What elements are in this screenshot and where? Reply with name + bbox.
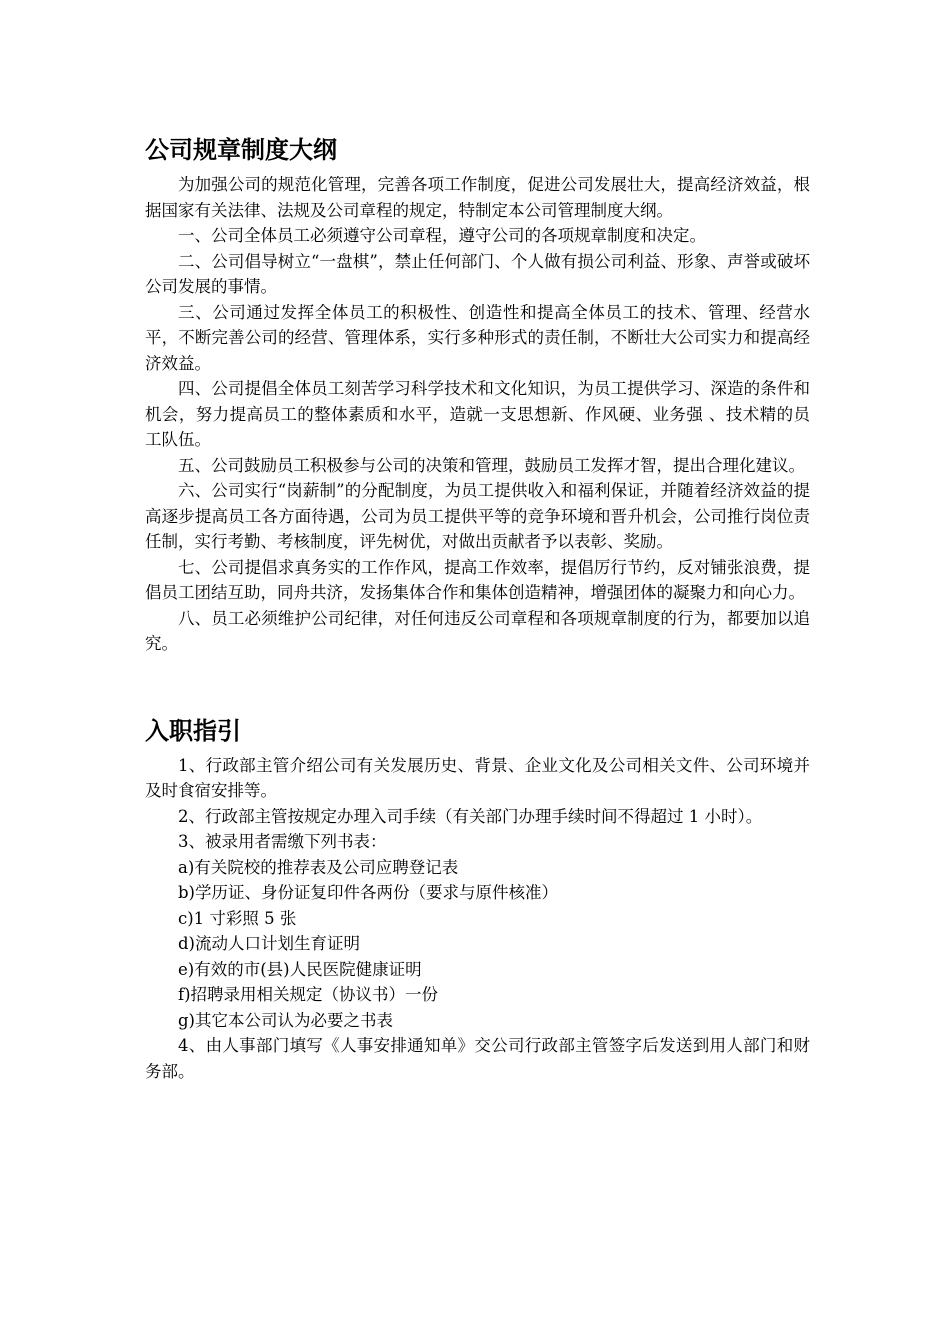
document-list-item-a: a)有关院校的推荐表及公司应聘登记表: [178, 857, 459, 877]
guide-step-2: 2、行政部主管按规定办理入司手续（有关部门办理手续时间不得超过 1 小时）。: [178, 806, 763, 826]
document-page: [145, 134, 810, 1084]
document-list-item-b: b)学历证、身份证复印件各两份（要求与原件核准）: [178, 883, 558, 902]
rule-3-paragraph: 三、公司通过发挥全体员工的积极性、创造性和提高全体员工的技术、管理、经营水平，不断完善公司的经营、管理体系，实行多种形式的责任制，不断壮大公司实力和提高经济效益。: [145, 302, 810, 373]
rule-7-paragraph: 七、公司提倡求真务实的工作作风，提高工作效率，提倡厉行节约，反对铺张浪费，提倡员工团结互助，同舟共济，发扬集体合作和集体创造精神，增强团体的凝聚力和向心力。: [145, 557, 810, 602]
document-list-item-g: g)其它本公司认为必要之书表: [178, 1010, 393, 1030]
guide-step-3: 3、被录用者需缴下列书表：: [178, 832, 387, 851]
rule-6-paragraph: 六、公司实行“岗薪制”的分配制度，为员工提供收入和福利保证，并随着经济效益的提高逐步提高员工各方面待遇，公司为员工提供平等的竞争环境和晋升机会，公司推行岗位责任制，实行考勤、考核制度，评先树优，对做出贡献者予以表彰、奖励。: [145, 481, 810, 551]
rule-1-paragraph: 一、公司全体员工必须遵守公司章程，遵守公司的各项规章制度和决定。: [178, 226, 706, 245]
rule-5-paragraph: 五、公司鼓励员工积极参与公司的决策和管理，鼓励员工发挥才智，提出合理化建议。: [178, 455, 805, 475]
intro-paragraph: 为加强公司的规范化管理，完善各项工作制度，促进公司发展壮大，提高经济效益，根据国家有关法律、法规及公司章程的规定，特制定本公司管理制度大纲。: [145, 175, 810, 220]
guide-step-4: 4、由人事部门填写《人事安排通知单》交公司行政部主管签字后发送到用人部门和财务部。: [145, 1036, 810, 1081]
onboarding-guide-section: [145, 715, 810, 1085]
document-list-item-e: e)有效的市(县)人民医院健康证明: [178, 959, 422, 979]
section-title: 公司规章制度大纲: [145, 136, 337, 164]
document-list-item-c: c)1 寸彩照 5 张: [178, 908, 297, 928]
rule-4-paragraph: 四、公司提倡全体员工刻苦学习科学技术和文化知识，为员工提供学习、深造的条件和机会，努力提高员工的整体素质和水平，造就一支思想新、作风硬、业务强 、技术精的员工队伍。: [145, 379, 810, 449]
document-list-item-d: d)流动人口计划生育证明: [178, 934, 360, 953]
rule-2-paragraph: 二、公司倡导树立“一盘棋”，禁止任何部门、个人做有损公司利益、形象、声誉或破坏公司发展的事情。: [145, 251, 810, 296]
section-title: 入职指引: [145, 716, 241, 745]
rules-outline-section: [145, 134, 810, 657]
rule-8-paragraph: 八、员工必须维护公司纪律，对任何违反公司章程和各项规章制度的行为，都要加以追究。: [145, 608, 810, 653]
guide-step-1: 1、行政部主管介绍公司有关发展历史、背景、企业文化及公司相关文件、公司环境并及时食宿安排等。: [145, 755, 810, 800]
document-list-item-f: f)招聘录用相关规定（协议书）一份: [178, 985, 439, 1004]
